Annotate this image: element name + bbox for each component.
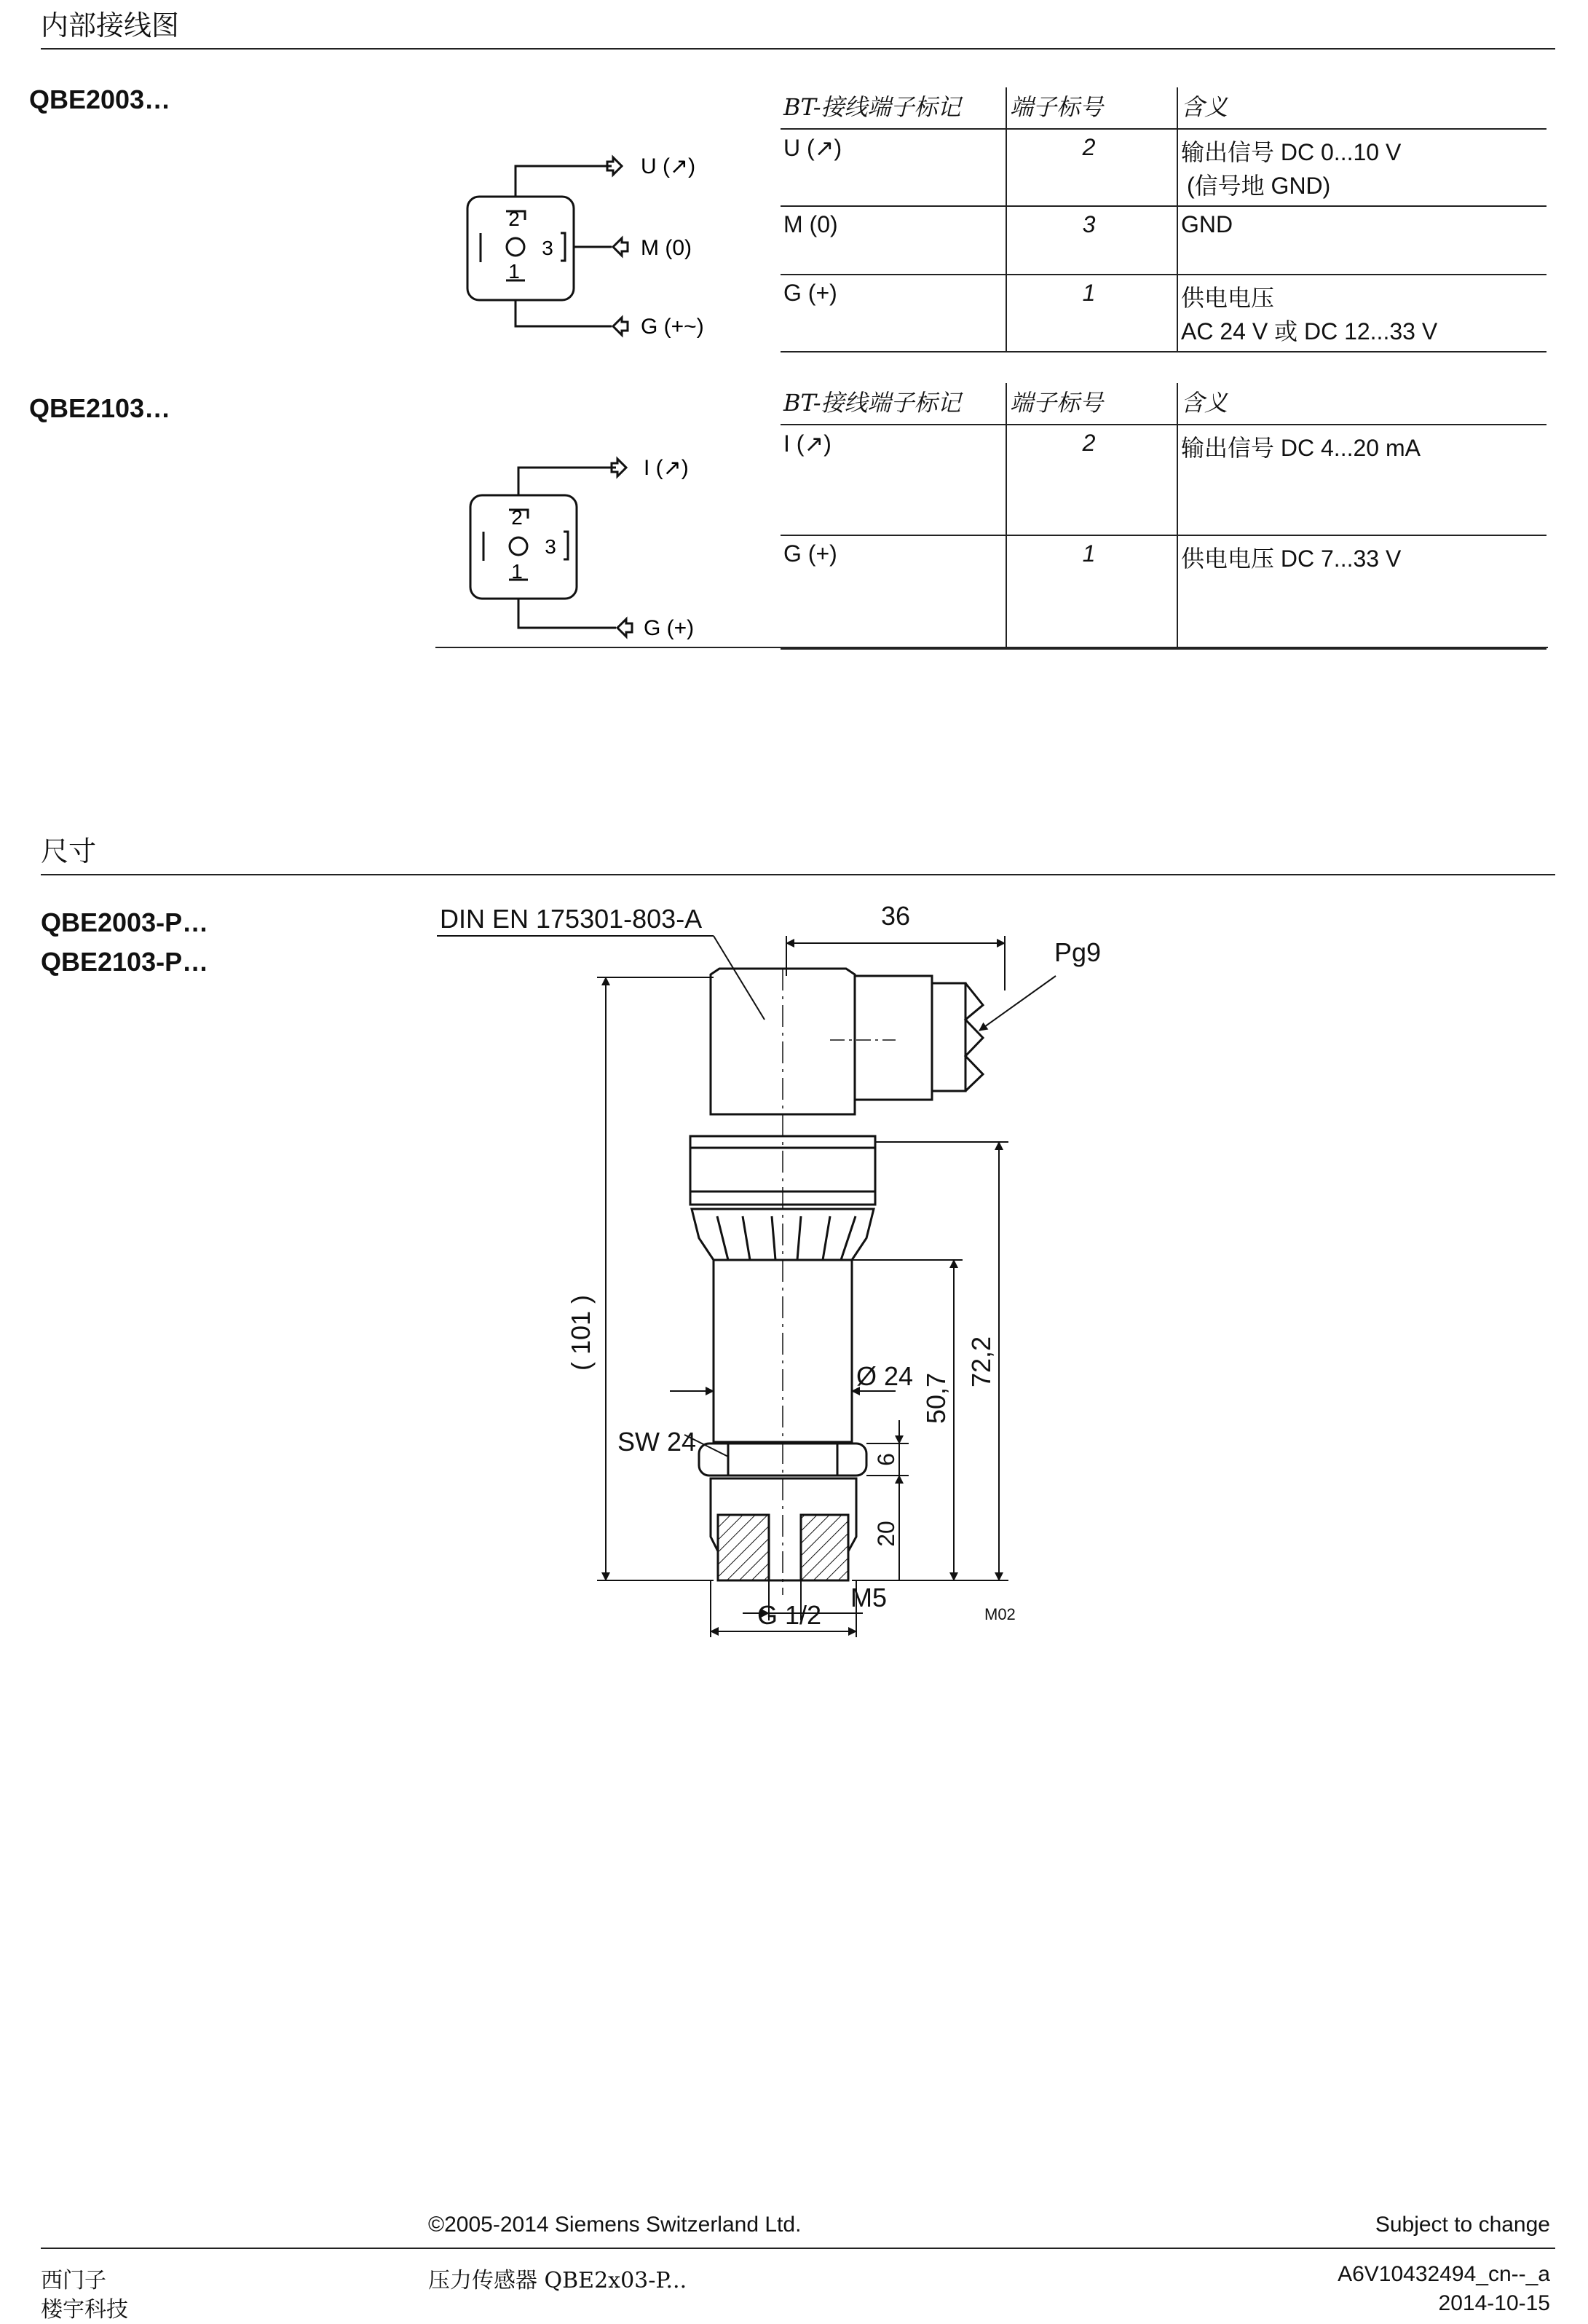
table-row	[781, 535, 1546, 649]
section-divider	[41, 48, 1555, 50]
terminal-meaning: 输出信号 DC 4...20 mA	[1177, 425, 1546, 535]
section-divider	[41, 874, 1555, 875]
dim-20-label: 20	[873, 1521, 899, 1547]
table-header-row	[781, 87, 1546, 129]
model-qbe2003: QBE2003…	[29, 84, 171, 114]
terminal-mark: M (0)	[781, 206, 1006, 275]
pin-2-label: 2	[508, 208, 520, 230]
dimensions-section-title: 尺寸	[41, 835, 97, 867]
qbe2103-wiring-diagram	[437, 437, 743, 655]
model-qbe2103: QBE2103…	[29, 393, 171, 423]
terminal-meaning	[1177, 275, 1546, 352]
table-row	[781, 425, 1546, 535]
dim-72-label: 72,2	[966, 1336, 996, 1388]
thread-hatch-right	[801, 1515, 848, 1580]
meaning-line: AC 24 V 或 DC 12...33 V	[1181, 318, 1438, 344]
pin-3-label: 3	[545, 535, 556, 558]
product-name: 压力传感器 QBE2x03-P...	[428, 2268, 687, 2293]
table-row	[781, 129, 1546, 206]
company-name: 西门子	[41, 2268, 106, 2293]
copyright: ©2005-2014 Siemens Switzerland Ltd.	[428, 2213, 802, 2237]
wiring-bottom-rule	[435, 647, 1548, 648]
header-terminal-mark: BT-接线端子标记	[781, 383, 1006, 425]
arrow-m	[613, 238, 628, 256]
dim-g-label: G 1/2	[757, 1600, 822, 1630]
header-meaning: 含义	[1177, 383, 1546, 425]
company-division: 楼宇科技	[41, 2297, 128, 2323]
terminal-number: 1	[1006, 535, 1177, 649]
dim-wrench-label: SW 24	[617, 1427, 697, 1457]
header-meaning: 含义	[1177, 87, 1546, 129]
pin-2-label: 2	[511, 506, 523, 529]
footer-rule	[41, 2248, 1555, 2249]
wiring-section-title: 内部接线图	[41, 9, 180, 42]
document-id: A6V10432494_cn--_a	[1338, 2262, 1550, 2286]
terminal-number: 3	[1006, 206, 1177, 275]
terminal-meaning: 供电电压 DC 7...33 V	[1177, 535, 1546, 649]
dimension-drawing	[422, 896, 1102, 1639]
ring-teeth	[717, 1216, 856, 1260]
cable-gland-knurl	[965, 983, 983, 1091]
arrow-g	[613, 318, 628, 335]
terminal-m-label: M (0)	[641, 236, 692, 260]
terminal-number: 1	[1006, 275, 1177, 352]
thread-hatch-left	[718, 1515, 769, 1580]
table-row	[781, 206, 1546, 275]
cable-gland-nut	[932, 983, 965, 1091]
header-terminal-number: 端子标号	[1006, 383, 1177, 425]
terminal-meaning: GND	[1177, 206, 1546, 275]
terminal-g-label: G (+~)	[641, 315, 704, 339]
wire-g	[515, 300, 612, 326]
dim-diameter-label: Ø 24	[856, 1361, 914, 1391]
document-date: 2014-10-15	[1438, 2291, 1550, 2315]
connector-standard-label: DIN EN 175301-803-A	[440, 904, 703, 934]
table-header-row	[781, 383, 1546, 425]
wire-i	[518, 468, 616, 495]
terminal-i-label: I (↗)	[644, 456, 689, 480]
pin-1-label: 1	[511, 560, 523, 583]
qbe2103-terminal-table	[781, 383, 1546, 650]
dim-model-2: QBE2103-P…	[41, 947, 209, 977]
terminal-mark: U (↗)	[781, 129, 1006, 206]
terminal-mark: G (+)	[781, 275, 1006, 352]
qbe2003-wiring-diagram	[437, 131, 743, 350]
drawing-id: M02	[984, 1605, 1016, 1623]
meaning-line: 输出信号 DC 0...10 V	[1181, 139, 1402, 165]
dim-6-label: 6	[873, 1453, 899, 1466]
terminal-mark: I (↗)	[781, 425, 1006, 535]
dim-m5-label: M5	[850, 1583, 888, 1612]
terminal-number: 2	[1006, 129, 1177, 206]
pg9-leader	[979, 976, 1056, 1031]
header-terminal-number: 端子标号	[1006, 87, 1177, 129]
meaning-line: 供电电压	[1181, 285, 1275, 311]
terminal-g-label: G (+)	[644, 616, 695, 640]
qbe2003-terminal-table	[781, 87, 1546, 352]
pin-3-label: 3	[542, 237, 553, 259]
terminal-u-label: U (↗)	[641, 154, 696, 178]
terminal-mark: G (+)	[781, 535, 1006, 649]
wire-u	[515, 166, 612, 197]
dim-model-1: QBE2003-P…	[41, 907, 209, 937]
pin-1-label: 1	[508, 260, 520, 283]
leader-line	[714, 936, 765, 1020]
dim-pg9-label: Pg9	[1054, 937, 1102, 967]
dim-50-label: 50,7	[921, 1372, 951, 1425]
subject-to-change: Subject to change	[1375, 2213, 1550, 2237]
terminal-number: 2	[1006, 425, 1177, 535]
connector-side	[855, 976, 932, 1100]
header-terminal-mark: BT-接线端子标记	[781, 87, 1006, 129]
dim-101-label: ( 101 )	[566, 1294, 596, 1371]
terminal-meaning	[1177, 129, 1546, 206]
table-row	[781, 275, 1546, 352]
meaning-line: (信号地 GND)	[1187, 173, 1331, 199]
dim-36-label: 36	[881, 901, 911, 931]
arrow-g	[617, 619, 632, 637]
wire-g	[518, 599, 616, 628]
